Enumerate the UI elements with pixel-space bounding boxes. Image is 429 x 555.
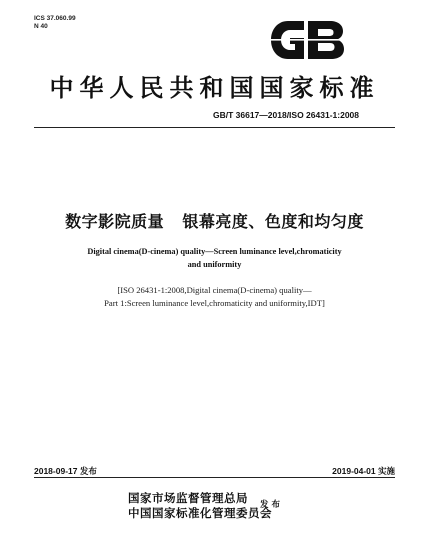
standard-category-title: 中华人民共和国国家标准 [49, 73, 380, 102]
standard-number: GB/T 36617—2018/ISO 26431-1:2008 [212, 110, 359, 120]
header-divider [34, 127, 395, 128]
issue-action-label: 发布 [260, 500, 284, 510]
implementation-date: 2019-04-01 实施 [332, 466, 395, 476]
iso-note-line-2: Part 1:Screen luminance level,chromaticity and uniformity,IDT] [104, 298, 325, 308]
gb-logo-icon [266, 17, 348, 63]
ics-code: ICS 37.060.99 [34, 15, 76, 22]
issue-date: 2018-09-17 发布 [34, 466, 97, 476]
english-title-line-2: and uniformity [187, 260, 242, 269]
iso-equivalence-note [30, 284, 399, 310]
footer-divider [34, 477, 395, 478]
english-title [30, 245, 399, 271]
chinese-title: 数字影院质量 银幕亮度、色度和均匀度 [65, 212, 364, 231]
ccs-code: N 40 [34, 23, 48, 30]
iso-note-line-1: [ISO 26431-1:2008,Digital cinema(D-cinema) quality— [117, 285, 312, 295]
issuing-authorities [128, 491, 272, 521]
issuer-line-2: 中国国家标准化管理委员会 [128, 506, 272, 520]
english-title-line-1: Digital cinema(D-cinema) quality—Screen luminance level,chromaticity [87, 247, 342, 256]
issuer-line-1: 国家市场监督管理总局 [128, 491, 248, 505]
classification-codes [34, 15, 76, 31]
